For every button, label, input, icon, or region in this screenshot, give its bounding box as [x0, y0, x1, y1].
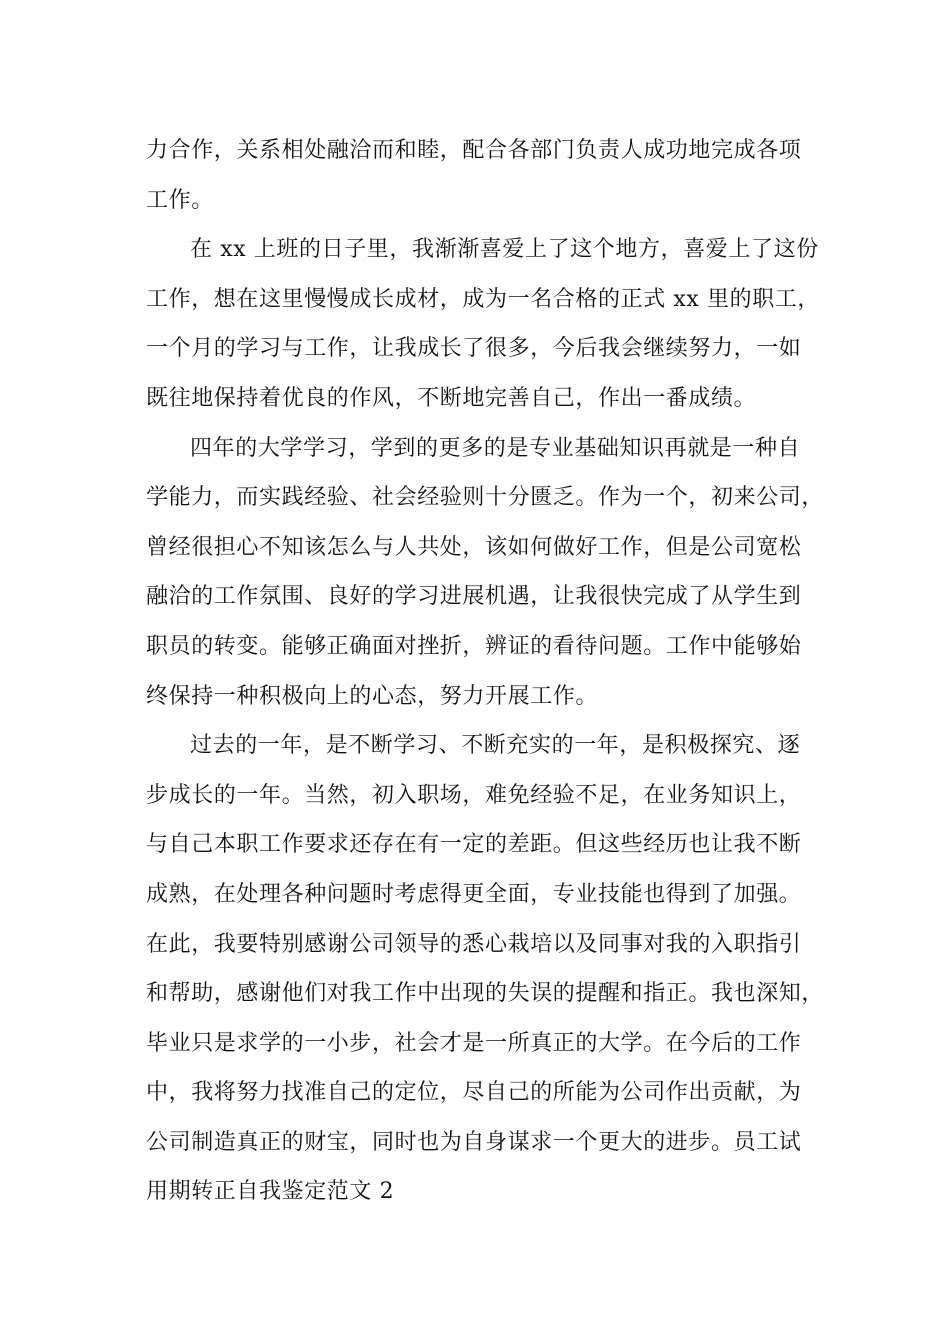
document-body — [146, 126, 836, 1217]
text-line: 工作。 — [146, 187, 214, 213]
text-line: 在此，我要特别感谢公司领导的悉心栽培以及同事对我的入职指引 — [146, 931, 802, 957]
text-line: 与自己本职工作要求还存在有一定的差距。但这些经历也让我不断 — [146, 832, 802, 858]
text-line: 公司制造真正的财宝，同时也为自身谋求一个更大的进步。员工试 — [146, 1129, 802, 1155]
text-line: 既往地保持着优良的作风，不断地完善自己，作出一番成绩。 — [146, 385, 757, 411]
paragraph-first-line: 过去的一年，是不断学习、不断充实的一年，是积极探究、逐 — [190, 733, 801, 759]
text-line: 成熟，在处理各种问题时考虑得更全面，专业技能也得到了加强。 — [146, 881, 802, 907]
text-line: 一个月的学习与工作，让我成长了很多，今后我会继续努力，一如 — [146, 336, 802, 362]
text-line: 终保持一种积极向上的心态，努力开展工作。 — [146, 683, 599, 709]
text-line: 职员的转变。能够正确面对挫折，辨证的看待问题。工作中能够始 — [146, 633, 802, 659]
text-line: 毕业只是求学的一小步，社会才是一所真正的大学。在今后的工作 — [146, 1030, 802, 1056]
paragraph-first-line: 在 xx 上班的日子里，我渐渐喜爱上了这个地方，喜爱上了这份 — [190, 237, 819, 263]
text-line: 中，我将努力找准自己的定位，尽自己的所能为公司作出贡献，为 — [146, 1080, 802, 1106]
text-line: 步成长的一年。当然，初入职场，难免经验不足，在业务知识上， — [146, 782, 802, 808]
text-line: 工作，想在这里慢慢成长成材，成为一名合格的正式 xx 里的职工， — [146, 286, 821, 312]
text-line: 和帮助，感谢他们对我工作中出现的失误的提醒和指正。我也深知， — [146, 981, 825, 1007]
text-line: 力合作，关系相处融洽而和睦，配合各部门负责人成功地完成各项 — [146, 138, 802, 163]
text-line: 学能力，而实践经验、社会经验则十分匮乏。作为一个，初来公司， — [146, 485, 825, 511]
text-line: 用期转正自我鉴定范文 2 — [146, 1179, 395, 1205]
text-line: 融洽的工作氛围、良好的学习进展机遇，让我很快完成了从学生到 — [146, 584, 802, 610]
text-line: 曾经很担心不知该怎么与人共处，该如何做好工作，但是公司宽松 — [146, 534, 802, 560]
paragraph-first-line: 四年的大学学习，学到的更多的是专业基础知识再就是一种自 — [190, 435, 801, 461]
